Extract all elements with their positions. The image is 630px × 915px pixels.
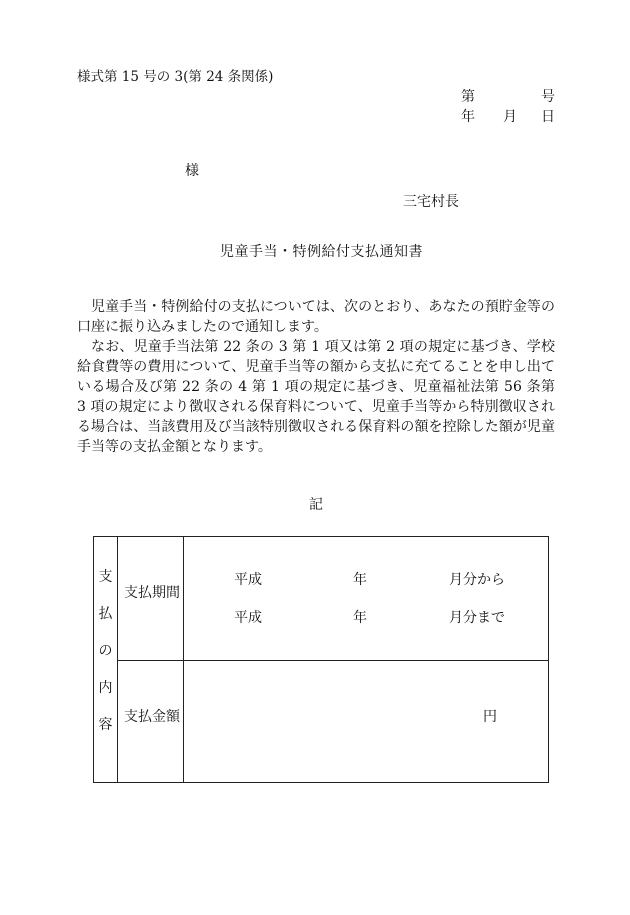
document-title: 児童手当・特例給付支払通知書 [220, 244, 423, 260]
table-divider-horizontal [117, 660, 548, 661]
payment-details-table [93, 536, 549, 783]
payment-period-label: 支払期間 [124, 585, 180, 601]
period-to-era: 平成 [234, 610, 262, 626]
form-number: 様式第 15 号の 3(第 24 条関係) [77, 69, 274, 85]
vertical-header-char: 払 [98, 606, 113, 622]
payment-amount-label: 支払金額 [124, 709, 180, 725]
date-month-label: 月 [503, 109, 517, 125]
issuer-name: 三宅村長 [403, 194, 459, 210]
notice-body [77, 297, 555, 457]
document-number-prefix: 第 [461, 89, 475, 105]
body-paragraph-2: なお、児童手当法第 22 条の 3 第 1 項又は第 2 項の規定に基づき、学校給食費等の費用について、児童手当等の額から支払に充てることを申し出ている場合及び第 22 条の 4 第 1 項の規定に基づき、児童福祉法第 56 条第 3 項の規定により徴収される保育料について、児童手当等から特別徴収される場合は、当該費用及び当該特別徴収される保育料の額を控除した額が児童手当等の支払金額となります。 [77, 339, 555, 455]
amount-unit-yen: 円 [483, 709, 497, 725]
date-year-label: 年 [461, 109, 475, 125]
document-number-suffix: 号 [541, 89, 555, 105]
ki-heading: 記 [309, 497, 323, 513]
vertical-header-char: 容 [98, 717, 113, 733]
addressee-honorific: 様 [185, 163, 199, 179]
date-day-label: 日 [541, 109, 555, 125]
vertical-header-char: の [98, 643, 113, 659]
period-to-year: 年 [353, 610, 367, 626]
period-to-month: 月分まで [449, 610, 505, 626]
payment-contents-vertical-header [94, 567, 117, 752]
vertical-header-char: 支 [98, 569, 113, 585]
period-from-year: 年 [353, 572, 367, 588]
vertical-header-char: 内 [98, 680, 113, 696]
period-from-era: 平成 [234, 572, 262, 588]
body-paragraph-1: 児童手当・特例給付の支払については、次のとおり、あなたの預貯金等の口座に振り込みましたので通知します。 [77, 299, 555, 335]
period-from-month: 月分から [449, 572, 505, 588]
